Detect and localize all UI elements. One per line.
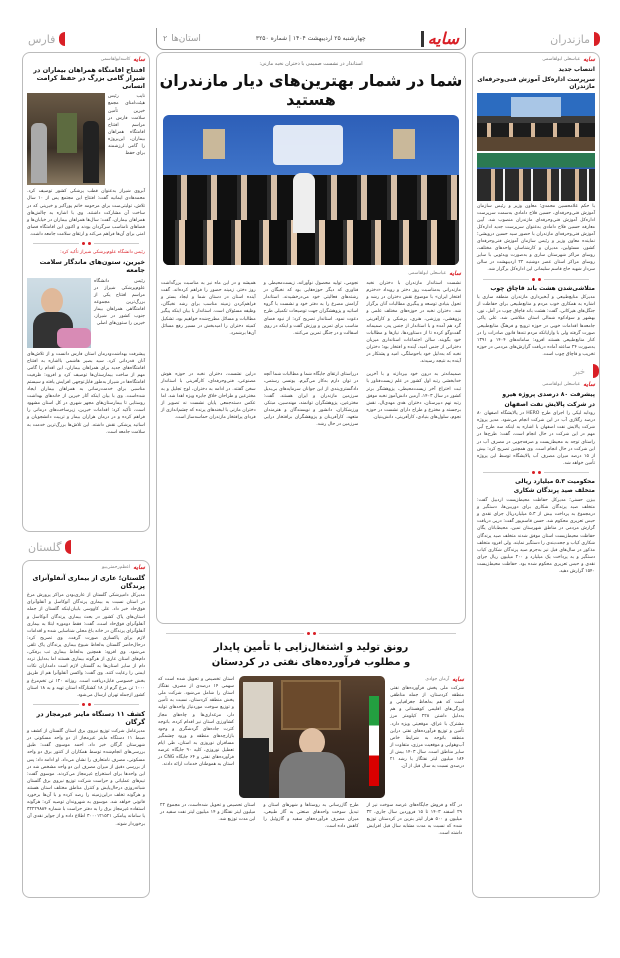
article-body: با حکم غلامحسین محمدی؛ معاون وزیر و رئیس سازمان آموزش فنی‌وحرفه‌ای، حسین فلاح دامادی به‌سمت سرپرست اداره‌کل آموزش فنی‌وحرفه‌ای مازندران منصوب شد. آیین معارفه حسین فلاح دامادی به‌عنوان سرپرست جدید اداره‌کل آموزش فنی‌وحرفه‌ای مازندران با حضور سید حسین درویشی؛ نماینده معاون وزیر و رئیس سازمان آموزش فنی‌وحرفه‌ای کشور، مسئولین، مدیران و کارشناسان واحدهای مختلف، روسای مراکز شهرستان ساری و به‌صورت ویدئویی با سایر روسای مراکز استان عصر دوشنبه ۲۲ اردیبهشت در سالن سردار شهید حاج قاسم سلیمانی این اداره‌کل برگزار شد. (477, 203, 595, 273)
article-body: دراین نشست، دختران نخبه در حوزه هوش مصنوعی، فنی‌وحرفه‌ای، کارآفرینی با استاندار سخن گفتند. در ادامه به دختران، لوح تجلیل و به مخترعین و طراحان خلاق جایزه ویژه اهدا شد. اما عکس دسته‌جمعی پایان نشست نه تصویر از دختران مازنی با لبخندهای پرنده که چشم‌اندازی از فردای پرافتخار مازندران حماسه‌ساز است. (160, 372, 256, 420)
article-body: نایب رئیس هیئت‌امنای مجمع خیرین تأمین سلامت فارس در مراسم افتتاح اقامتگاه همراهان بیماران، این‌پروژه را گامی ارزشمند برای حفظ (108, 94, 145, 157)
divider (166, 632, 456, 635)
article-body: همیشه و در این ماه نیز به مناسبت بزرگداشت روز دختر، زمینه حضور را فراهم کرده‌اند. گفت آینده استان در دستان شما و ایجاد بستر و فراهم‌کردن زمینه مناسب برای رشد نخبگان، وظیفه مسئولان است. استاندار با بیان اینکه پیگیر مطالبات و مسائل مطرح‌شده خواهیم بود، تشکیل کمیته دختران را امیدبخش در مسیر رفع مسائل آن‌ها برشمرد. (160, 281, 256, 336)
byline: سایه اعظم‌رحمتی‌بیو (102, 564, 145, 571)
golestan-column (22, 560, 150, 898)
article-body: در گاه و فروش جایگاه‌های عرضه سوخت نیز از ۲۹ اسفند ۱۴۰۳ تا ۱۵ فروردین سال جاری، ۳۲ میلیون و ۵۰۰ هزار لیتر بنزین در کردستان توزیع شده که نسبت به مدت مشابه سال قبل افزایش داشته است. (366, 803, 462, 837)
article-headline: محکومیت ۵.۳ میلیارد ریالی (515, 477, 595, 485)
divider (483, 278, 589, 281)
divider (33, 242, 139, 245)
article-body: صمیمانه‌تر به درون خود بپردازند و با آخرین خدابخشی رتبه اول کشور در علم زیست‌فناور با ثبت اختراع آخر زیست‌محیطی، پژوهشگر برتر کشور در سال ۱۴۰۳، آرمین دانش‌آموز نخبه موفق رتبه نهم دبیرستان، دختران هدی مهدی‌ال، نقش برجسته و مخترع و طراح دارای نشست در حوزه نجوم، سلول‌های بنیادی، کارآفرینی، دانش‌بنیان. (366, 372, 462, 420)
article-body: طرح گازرسانی به روستاها و شهرهای استان و تبدیل سوخت واحدهای صنعتی به گاز طبیعی، میزان مصرف فرآورده‌های سفید و گازوئیل را کاهش داده است. (263, 803, 359, 830)
article-headline: متلاشی‌شدن هشت باند قاچاق چوب (490, 284, 595, 292)
byline: سایه عباسعلی ابولقاسمی (542, 56, 595, 63)
article-body: درراستای ارتقای جایگاه شما و مطالبات شما آنچه در توان دارم به‌کار می‌گیرم. یونسی رستمی، دادگستری‌بندی از این جوانان سرمایه‌های بی‌بدیل سرزمین مازندران و ایران هستند. گفت: مخترعین، پژوهشگران توانمند، مهندسین، مبتکر، ورزشکاران، دانشور و نویسندگان و هنرمندان متعهد، کارآفرینان و پژوهشگران برافتخار درایی سرزمین در حال رشد. (263, 372, 359, 428)
section-title-fars: فارس (28, 32, 56, 46)
red-tab-icon (65, 540, 71, 554)
article-headline: و مطلوب فرآورده‌های نفتی در کردستان (211, 656, 411, 668)
article-headline: خیرین، ستون‌های ماندگار سلامت جامعه (39, 258, 145, 275)
article-kicker: انتصاب جدید (558, 66, 595, 73)
logo-block (421, 28, 459, 48)
article-headline: افتتاح اقامتگاه همراهان بیماران در شیراز گامی بزرگ در حفظ کرامت انسانی (33, 66, 145, 91)
article-columns (160, 802, 462, 838)
section-header-golestan (28, 536, 150, 558)
article-kicker: رئیس دانشگاه علوم‌پزشکی شیراز تأکید کرد: (60, 250, 145, 256)
article-body: استان تخصیص و تحویل شده است که سهمی ۱۴ درصدی از مصرف نفتگاز استان را شامل می‌شود. شرکت ملی پخش منطقه کردستان، نسبت به تأمین و توزیع سوخت موردنیاز واحدهای تولید دار، مرغداری‌ها و چاه‌های مجاز کشاورزی استان نیز اقدام کرده، باتوجه کثرت جاده‌های گردشگری و وجود بازارچه‌های منطقه و ورود چشمگیر مسافران نوروزی به استان، طی ایام تعطیل نوروزی، کلیه ۹۰ جایگاه عرضه فرآورده‌های نفتی و ۶۴ جایگاه CNG در استان به هموطنان خدمات ارائه دادند. (158, 677, 235, 768)
article-body: رئیس دانشگاه علوم‌پزشکی شیراز در مراسم افتتاح یکی از بزرگ‌ترین مجموعه اقامتگاهی همراهان بیمار جنوب کشور در شیراز، خیرین را ستون‌های اصلی (94, 278, 145, 327)
section-header-fars (28, 28, 156, 50)
article-body: پیشرفت بهداشت‌ودرمان استان فارس دانست و از تلاش‌های آنان قدردانی کرد. سید بصیر هاشمی با‌اشاره به افتتاح اقامتگاه‌های جدید برای همراهان بیماران، این اقدام را گامی مهم از ساخت بیمارستان‌ها توصیف کرد و افزود: ظرفیت اقامتگاه‌ها در شیراز به‌طور قابل‌توجهی افزایش یافته و سیستم مناسبی برای خدمت‌رسانی به همراهان بیماران ایجاد شده‌است. وی با بیان اینکه آثار خیرین از خانه‌های بهداشت روستایی تا بیمارستان‌های مجهز شهری در کل استان مشهود است، تأکید کرد: اقدامات خیرین، زیرساخت‌های درمانی را فراهم کرده و در درمان هزاران بیمار و تربیت دانشجویان و اساتید پزشکی نقش داشته. این تلاش‌ها بزرگ‌ترین خدمت به سلامت جامعه است. (26, 351, 145, 435)
article-body: مدیرکل منابع‌طبیعی و آبخیزداری مازندران منطقه ساری با اشاره به همکاری خوب مردم و منابع‌طبیعی برای حفاظت از جنگل‌های هیرکانی، گفت: هشت باند قاچاق چوب در آمل، نور، بهشهر و سوادکوه شمالی استان متلاشی شد. علی پاکی جامعه‌ها اقدامات خوبی در حوزه ترویج و فرهنگ منابع‌طبیعی صورت گرفته ولی با وارایانکه مردم تنه‌ها قانون صادرات را در کنار منابع‌طبیعی هستند افزود: سامانه‌های ۱۴۰۴ و ۱۳۹۱ به‌صورت ۲۴ ساعته آماده دریافت گزارش‌های مردمی در حوزه تخریب و قاچاق چوب است. (477, 295, 595, 357)
article-body: نشست استاندار مازندران با دختران نخبه مازندرانی به‌مناسبت روز دختر و رویداد «دخترم افتخار ایران» با موضوع نقش دختران در رشد و تحول بنیادی توسعه و پیگیری مطالبات آنان برگزار شد. دختران نخبه در حوزه‌های مختلف علمی و پژوهشی، ورزشی، هنری، پزشکی و کارآفرینی گرد هم آمده و با استاندار از جنس پدر، صمیمانه گفت‌وگو کرده تا از دستاوردها، نیازها و مطالبات خود بگویند. سالن اجتماعات استانداری میزبان دخترانی از جنس امید، آینده و افتخار بود؛ دختران نخبه که به‌دلیل خود باحوصلگی، امید و پشتکار در آینده به نتیجه رسیدند. (366, 281, 461, 365)
red-tab-icon (594, 32, 600, 46)
red-tab-icon (59, 32, 65, 46)
article-headline: کشف ۱۱ دستگاه ماینر غیرمجاز در گرگان (36, 709, 145, 727)
article-photo (27, 93, 105, 185)
section-header-news: خبر (473, 364, 599, 378)
article-body: مدیرکل دامپزشکی گلستان از عاری‌بودن مراکز پرورش مرغ در استان نسبت به بیماری پرندگان آنوکاسل و آنفلوآنزای فوق‌حاد خبر داد. علی کاووسی بابیان‌اینکه گلستان از جمله استان‌های پاک کشور در بحث بیماری پرندگان آنوکاسل و آنفلوآنزای فوق‌حاد است، گفت: فقط دوموره ابتلا به بیماری آنفلوآنزای پرندگان در خانه باغ محلی شناسایی شده و اقدامات لازم برای پاکسازی صورت گرفت. وی تصریح کرد: درحال‌حاضر گلستان به‌لحاظ شیوع بیماری پرندگان پاک تلقی می‌شود. وی افزود: همچنین به‌لحاظ بیماری تب برفکی، دام‌های استان عاری از هرگونه بیماری هستند اما به‌دلیل تردد دام از سایر استان‌ها به گلستان لازم است دامداران نکات ایمنی را رعایت کنند. وی گفت: واکسن آنفلوآنزا هم از طریق بخش خصوصی قابل‌دریافت است. روزانه ۱۲۰ تن تخم‌مرغ و ۱۰۰۰ تن مرغ گرم از ۱۸ کشتارگاه استان تهیه و به ۱۸ استان کشور ازجمله تهران ارسال می‌شود. (27, 593, 145, 698)
article-photo (27, 278, 91, 348)
byline: سایه عباسعلی ابولقاسمی (542, 381, 595, 389)
article-headline: پیشرفت ۸۰ درصدی پروژه هیرو (502, 391, 595, 399)
article-columns (161, 371, 461, 428)
divider (33, 703, 139, 706)
article-body: نجومی، تولید محصول نوآورانه، زیست‌محیطی و فناوری که دیگر حوزه‌هایی بود که نخبگان در رشته‌های فعالیتی خود می‌درخشیدند. استاندار آرامش مصرع را به دفتر خود و نشست با گروه اساتید و پژوهشگران جهت توضیحات تکمیلی طرح دعوت نمود. استاندار تصریح کرد: از نبود فضای مناسب برای تمرین و ورزش گفت و اینکه در روی اسفالت و در جنگل تمرین می‌کنند. (263, 281, 359, 336)
red-tab-icon (593, 364, 599, 378)
main-story (156, 52, 466, 624)
article-photo (477, 153, 595, 201)
fars-column (22, 52, 150, 532)
main-headline: شما در شمار بهترین‌های دیار مازندران هستید (159, 71, 463, 109)
byline: سایه کاسه‌ابولقاسمی (100, 56, 145, 63)
article-body: بیژن حسنی؛ مدیرکل حفاظت محیط‌زیست اردبیل گفت: متخلف صید پرندگان شکاری برای دوربین‌ها، دستگیر و درمجموع به پرداخت بیش از ۵.۳ میلیاردریال جزای نقدی و حبس تعزیری محکوم شد. حسن قاسم‌پور گفت: درپی دریافت گزارش مردمی در مناطق شهرستان نمین، محیط‌بانان یگان حفاظت محیط‌زیست استان موفق شدند متخلف صید پرندگان شکاری کیاب و جحت‌بندی را دستگیر نمایند. ولی افزود متخلف مذکور در سال‌های قبل نیز به‌جرم صید پرندگان شکاری کیاب دستگیر و به پرداخت یک میلیارد و ۲۰۰ میلیون ریال جزای نقدی و حبس تعزیری محکوم شده بود. حفاظت محیط‌زیست ۱۵۴۰ گزارش دهید. (477, 497, 595, 575)
article-photo (239, 676, 385, 798)
article-columns (161, 280, 461, 365)
logo: سایه (421, 31, 459, 47)
mazandaran-column (472, 52, 600, 898)
article-headline: در شرکت پالایش نفت اصفهان (504, 400, 595, 408)
article-body: آبروی شیراز به‌عنوان قطب پزشکی کشور توصیف کرد. محمدهادی ایمانیه گفت: افتتاح این مجتمع پس از ۱۰ سال تلاش، تولیتی‌ست برای مرحومه خانم پورآکبر و خیرینی که در ساخت آن مشارکت داشتند. وی با اشاره به چالش‌های همراهان بیماران، گفت: سال‌ها همراهان بیماران در خیابان‌ها و فضاهای نامناسب سرگردان بودند و اکنون این اقامتگاه فضای امنی برای آن‌ها فراهم می‌کند و ارتقای سلامت جامعه داشت. (27, 189, 146, 238)
page-number: ۲ (163, 34, 168, 43)
article-headline: رونق تولید و اشتغال‌زایی با تأمین پایدار (213, 642, 409, 653)
main-photo (163, 115, 459, 265)
section-header-mazandaran (466, 28, 600, 50)
article-kicker: استاندار در نشست صمیمی با دختران نخبه مازنی: (259, 61, 363, 67)
article-body: استان تحصیص و تحویل شده‌است، در مجموع ۲۲ میلیون لیتر نفتگاز و ۱۴ میلیون لیتر نفت سفید در این مدت توزیع شد. (160, 803, 256, 823)
article-photo (477, 93, 595, 151)
article-body: رودابه لیکی را اجرای طرح HERO در پالایشگاه اصفهان ۸۰ درصد رگلازی آب در این شرکت انجام می‌شود. مدیر پروژه شرکت پالایش نفت اصفهان با اشاره به اینکه سه طرح آبی مهم در این شرکت در حال انجام است، گفت: طرح‌ها در راستای توجه به محیط‌زیست و صرفه‌جویی در مصرف آب در این شرکت در حال انجام است. وی همچنین تصریح کرد: بیش از ۱۵ درصد میزان مصرف آب پالایشگاه توسط این پروژه تأمین خواهد شد. (477, 411, 595, 466)
section-title-mazandaran: مازندران (550, 32, 590, 46)
byline: سایه عباسعلی ابولقاسمی (408, 270, 461, 277)
article-body: مدیرعامل شرکت توزیع نیروی برق استان گلستان از کشف و ضبط ۱۱ دستگاه ماینر غیرمجاز از دو واحد مسکونی در شهرستان گرگان خبر داد. احمد موسوی گفت: طبق بررسی‌های انجام‌شده توسط همکاران از کنتور برق دو واحد مسکونی، مصرف نامتعارف را نشان می‌داد. او ادامه داد: پس از بررسی دقیق از میزان مصرف این دو واحد مشخص شد در این واحدها برای استخراج غیرمجاز می‌کردند. موسوی گفت: تیم‌های عملیاتی و حراست شرکت توزیع نیروی برق گلستان شبانه‌روزی درحال‌پایش و کنترل مناطق مختلف استان هستند و هرگونه تخلف دراین‌زمینه را رصد کرده و با آن‌ها برخورد قانونی خواهد شد. موسوی به شهروندان توصیه کرد: هرگونه استفاده غیرمجاز برق را به دفتر حراست با شماره ۳۲۲۲۹۸۸۴ یا سامانه پیامکی ۳۰۰۰۱۲۱۵۲۱ اطلاع داده و از جوایز نقدی آن برخوردار شوند. (27, 729, 146, 827)
article-headline: سرپرست اداره‌کل آموزش فنی‌وحرفه‌ای مازندران (477, 75, 595, 90)
section-provinces (163, 34, 201, 44)
kurdistan-story (156, 628, 466, 898)
top-bar (156, 28, 466, 50)
newspaper-page (22, 28, 600, 898)
article-headline: گلستان؛ عاری از بیماری آنفلوآنزای پرندگان (32, 574, 145, 591)
article-body: شرکت ملی پخش فرآورده‌های نفتی منطقه کردستان، از جمله مناطقی است که هم به‌لحاظ جغرافیایی و ویژگی‌های اقلیمی کوهستانی و هم به‌دلیل داشتن ۲۲۸ کیلومتر مرز مشترک با عراق، موقعیتی ویژه دارد. تأمین و توزیع فرآورده‌های نفتی دراین منطقه باتوجه به شرایط خاص آب‌وهوایی و موقعیت مرزی، متفاوت از سایر مناطق است. سال ۱۴۰۳ بیش از ۱۸۴ میلیون لیتر نفتگاز با رشد ۲۱ درصدی نسبت به سال قبل از آن. (390, 686, 465, 770)
section-title-golestan: گلستان (28, 540, 62, 554)
article-headline: متخلف صید پرندگان شکاری (513, 487, 595, 495)
section-title-provinces: استان‌ها (171, 33, 201, 44)
divider (483, 471, 589, 474)
date-issue: چهارشنبه ۲۵ اردیبهشت ۱۴۰۴ | شماره ۳۲۵۰ (255, 35, 366, 42)
byline: سایه آرمان جوادی (425, 676, 464, 683)
